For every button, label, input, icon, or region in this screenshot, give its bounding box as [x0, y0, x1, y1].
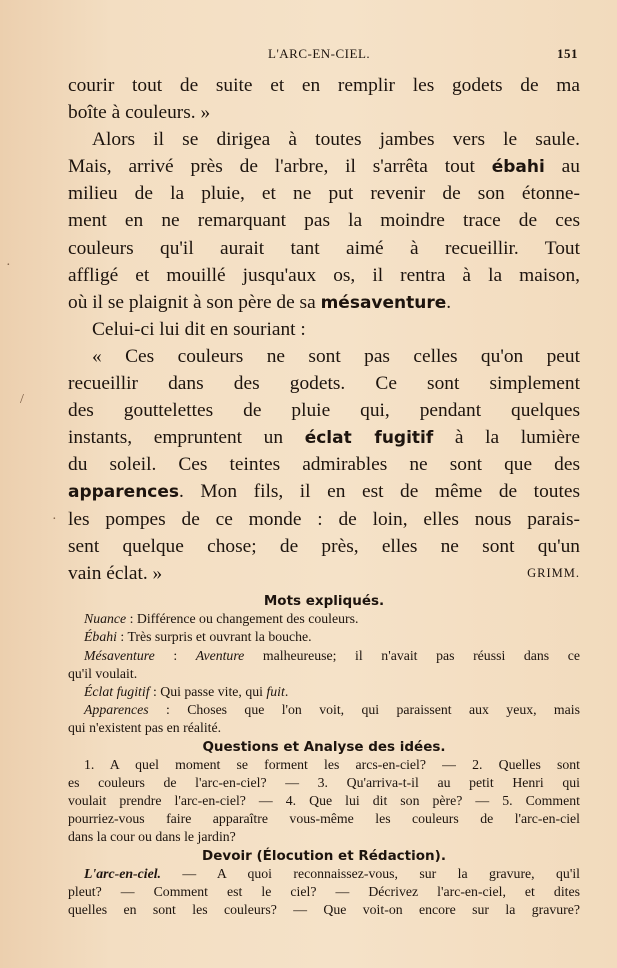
definition-line [68, 701, 580, 719]
definition-line [68, 610, 580, 628]
text-fragment: instants, empruntent un [68, 427, 284, 449]
definition-line: qui n'existent pas en réalité. [68, 720, 222, 736]
text-line [68, 289, 580, 316]
devoir-term: L'arc-en-ciel. [84, 865, 162, 881]
term: fuit [266, 683, 285, 699]
text-fragment: où il se plaignit à son père de sa [68, 291, 316, 313]
term: Apparences [84, 702, 149, 718]
definition: . [284, 683, 289, 699]
term: Mésaventure [84, 647, 155, 663]
text-line: courir tout de suite et en remplir les godets de ma [68, 75, 580, 96]
devoir-heading: Devoir (Élocution et Rédaction). [202, 847, 446, 864]
text-line: couleurs qu'il aurait tant aimé à recueillir. Tout [68, 237, 580, 259]
question-line: dans la cour ou dans le jardin? [68, 829, 236, 845]
text-line: recueillir dans des godets. Ce sont simplement [68, 373, 580, 395]
question-line: es couleurs de l'arc-en-ciel? — 3. Qu'arriva-t-il au petit Henri qui [68, 774, 580, 790]
term: Aventure [195, 647, 245, 663]
text-line: des gouttelettes de pluie qui, pendant quelques [68, 400, 580, 422]
keyword-apparences: apparences [68, 482, 180, 503]
text-line: du soleil. Ces teintes admirables ne sont que des [68, 454, 580, 476]
devoir-line: quelles en sont les couleurs? — Que voit-on encore sur la gravure? [68, 902, 580, 918]
text-line: ment en ne remarquant pas la moindre trace de ces [68, 210, 580, 232]
separator: : [154, 647, 196, 663]
question-line: voulait prendre l'arc-en-ciel? — 4. Que lui dit son père? — 5. Comment [68, 793, 580, 809]
text-line: sent quelque chose; de près, elles ne sont qu'un [68, 535, 580, 557]
keyword-mesaventure: mésaventure [320, 292, 447, 313]
question-line: pourriez-vous faire apparaître vous-même les couleurs de l'arc-en-ciel [68, 811, 580, 827]
text-line: les pompes de ce monde : de loin, elles nous parais- [68, 508, 580, 530]
text-line [68, 424, 580, 451]
definition: malheureuse; il n'avait pas réussi dans ce [244, 647, 580, 663]
definition-line: qu'il voulait. [68, 665, 138, 681]
margin-speck: · [52, 512, 57, 527]
keyword-ebahi: ébahi [491, 157, 545, 178]
running-header [68, 46, 578, 64]
author-signature: GRIMM. [527, 565, 580, 580]
definition: : Qui passe vite, qui [149, 683, 267, 699]
notes-section [68, 592, 580, 919]
text-fragment: à la lumière [454, 427, 580, 449]
margin-speck: · [6, 258, 11, 273]
devoir-line: pleut? — Comment est le ciel? — Décrivez l'arc-en-ciel, et dites [68, 884, 580, 899]
text-line [68, 153, 580, 180]
keyword-eclat-fugitif: éclat fugitif [304, 428, 434, 449]
story-text [68, 72, 580, 587]
devoir-line [68, 865, 580, 883]
text-line: boîte à couleurs. » [68, 102, 211, 124]
text-line: « Ces couleurs ne sont pas celles qu'on peut [92, 345, 580, 367]
margin-speck: / [20, 392, 24, 407]
text-line: Celui-ci lui dit en souriant : [92, 318, 306, 340]
mots-heading: Mots expliqués. [263, 593, 385, 609]
page-number: 151 [557, 46, 578, 61]
term: Ébahi [84, 629, 117, 645]
question-line: 1. A quel moment se forment les arcs-en-ciel? — 2. Quelles sont [84, 756, 580, 772]
definition-line [68, 647, 580, 665]
text-fragment: . [446, 291, 452, 313]
text-fragment: Mais, arrivé près de l'arbre, il s'arrêta tout [68, 156, 475, 178]
text-fragment: vain éclat. » [68, 562, 163, 584]
text-fragment: . Mon fils, il en est de même de toutes [179, 481, 580, 503]
text-fragment: au [561, 156, 580, 178]
questions-heading: Questions et Analyse des idées. [202, 738, 446, 755]
term: Éclat fugitif [84, 683, 150, 699]
definition-line [68, 683, 580, 701]
text-line: milieu de la pluie, et ne put revenir de son étonne- [68, 183, 580, 205]
text-line [68, 560, 580, 587]
devoir-text: — A quoi reconnaissez-vous, sur la gravure, qu'il [161, 865, 580, 881]
term: Nuance [84, 611, 127, 627]
text-line: Alors il se dirigea à toutes jambes vers le saule. [92, 129, 580, 151]
text-line: affligé et mouillé jusqu'aux os, il rentra à la maison, [68, 264, 580, 286]
definition: : Choses que l'on voit, qui paraissent aux yeux, mais [148, 702, 580, 718]
definition: : Différence ou changement des couleurs. [126, 611, 359, 627]
definition: : Très surpris et ouvrant la bouche. [116, 629, 312, 645]
chapter-title: L'ARC-EN-CIEL. [268, 46, 371, 61]
text-line [68, 478, 580, 505]
definition-line [68, 628, 580, 646]
